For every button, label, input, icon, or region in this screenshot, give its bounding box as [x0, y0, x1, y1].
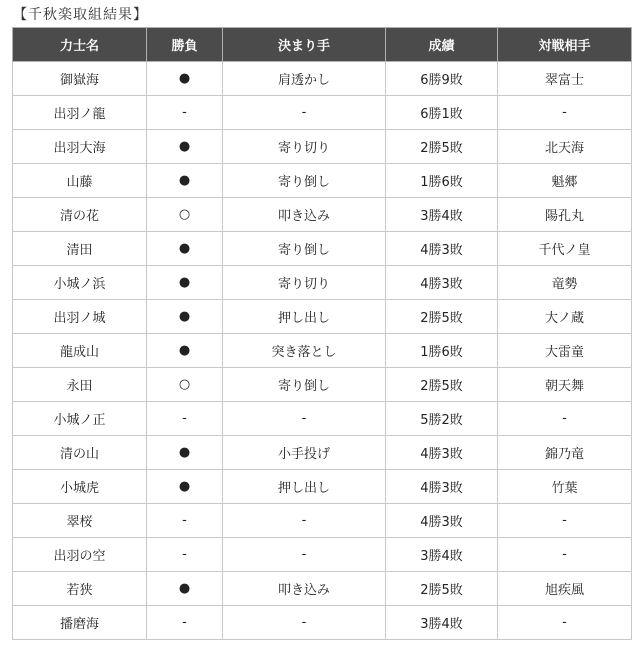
- table-row: [13, 164, 632, 198]
- cell-opponent: 竜勢: [498, 266, 632, 300]
- cell-record: 2勝5敗: [386, 130, 498, 164]
- table-row: [13, 232, 632, 266]
- cell-result: ●: [147, 436, 223, 470]
- cell-record: 4勝3敗: [386, 436, 498, 470]
- cell-name: 山藤: [13, 164, 147, 198]
- cell-result: ●: [147, 130, 223, 164]
- cell-kimarite: 寄り倒し: [223, 368, 386, 402]
- cell-record: 6勝1敗: [386, 96, 498, 130]
- cell-result: ●: [147, 572, 223, 606]
- cell-name: 清田: [13, 232, 147, 266]
- cell-kimarite: 小手投げ: [223, 436, 386, 470]
- cell-opponent: 翠富士: [498, 62, 632, 96]
- cell-record: 3勝4敗: [386, 198, 498, 232]
- table-row: [13, 300, 632, 334]
- cell-opponent: 魁郷: [498, 164, 632, 198]
- cell-opponent: 大雷童: [498, 334, 632, 368]
- cell-name: 清の山: [13, 436, 147, 470]
- cell-result: ●: [147, 470, 223, 504]
- results-table: [12, 27, 632, 640]
- table-row: [13, 198, 632, 232]
- cell-kimarite: -: [223, 606, 386, 640]
- cell-name: 小城ノ浜: [13, 266, 147, 300]
- cell-name: 出羽大海: [13, 130, 147, 164]
- cell-opponent: -: [498, 504, 632, 538]
- cell-opponent: 北天海: [498, 130, 632, 164]
- table-row: [13, 266, 632, 300]
- cell-opponent: 錦乃竜: [498, 436, 632, 470]
- cell-kimarite: 突き落とし: [223, 334, 386, 368]
- cell-kimarite: -: [223, 96, 386, 130]
- cell-name: 龍成山: [13, 334, 147, 368]
- table-row: [13, 62, 632, 96]
- header-name: 力士名: [13, 28, 147, 62]
- cell-kimarite: -: [223, 538, 386, 572]
- table-row: [13, 504, 632, 538]
- cell-record: 2勝5敗: [386, 368, 498, 402]
- cell-record: 2勝5敗: [386, 572, 498, 606]
- cell-opponent: -: [498, 606, 632, 640]
- cell-record: 3勝4敗: [386, 606, 498, 640]
- cell-kimarite: 寄り倒し: [223, 232, 386, 266]
- cell-result: ●: [147, 334, 223, 368]
- cell-name: 清の花: [13, 198, 147, 232]
- cell-result: ○: [147, 198, 223, 232]
- table-row: [13, 368, 632, 402]
- cell-opponent: 旭疾風: [498, 572, 632, 606]
- cell-kimarite: 寄り倒し: [223, 164, 386, 198]
- cell-opponent: 千代ノ皇: [498, 232, 632, 266]
- cell-name: 出羽の空: [13, 538, 147, 572]
- header-opponent: 対戦相手: [498, 28, 632, 62]
- cell-name: 出羽ノ龍: [13, 96, 147, 130]
- cell-name: 出羽ノ城: [13, 300, 147, 334]
- cell-result: ●: [147, 232, 223, 266]
- header-record: 成績: [386, 28, 498, 62]
- cell-result: ○: [147, 368, 223, 402]
- table-row: [13, 334, 632, 368]
- table-row: [13, 402, 632, 436]
- cell-name: 小城ノ正: [13, 402, 147, 436]
- cell-result: -: [147, 538, 223, 572]
- cell-opponent: 大ノ蔵: [498, 300, 632, 334]
- cell-record: 2勝5敗: [386, 300, 498, 334]
- cell-kimarite: 叩き込み: [223, 198, 386, 232]
- cell-result: ●: [147, 164, 223, 198]
- cell-name: 若狭: [13, 572, 147, 606]
- cell-kimarite: -: [223, 402, 386, 436]
- cell-opponent: -: [498, 538, 632, 572]
- header-result: 勝負: [147, 28, 223, 62]
- cell-opponent: -: [498, 96, 632, 130]
- cell-record: 5勝2敗: [386, 402, 498, 436]
- cell-kimarite: 肩透かし: [223, 62, 386, 96]
- cell-record: 4勝3敗: [386, 504, 498, 538]
- table-row: [13, 96, 632, 130]
- cell-opponent: 陽孔丸: [498, 198, 632, 232]
- cell-result: -: [147, 96, 223, 130]
- cell-record: 4勝3敗: [386, 266, 498, 300]
- cell-record: 1勝6敗: [386, 334, 498, 368]
- header-kimarite: 決まり手: [223, 28, 386, 62]
- cell-record: 6勝9敗: [386, 62, 498, 96]
- cell-opponent: 朝天舞: [498, 368, 632, 402]
- table-row: [13, 606, 632, 640]
- cell-opponent: -: [498, 402, 632, 436]
- table-caption: 【千秋楽取組結果】: [13, 7, 148, 23]
- cell-result: -: [147, 402, 223, 436]
- cell-name: 播磨海: [13, 606, 147, 640]
- cell-opponent: 竹葉: [498, 470, 632, 504]
- table-row: [13, 470, 632, 504]
- cell-record: 3勝4敗: [386, 538, 498, 572]
- header-row: [13, 28, 632, 62]
- cell-name: 小城虎: [13, 470, 147, 504]
- cell-result: ●: [147, 266, 223, 300]
- table-row: [13, 130, 632, 164]
- cell-result: -: [147, 504, 223, 538]
- table-row: [13, 436, 632, 470]
- cell-result: ●: [147, 62, 223, 96]
- cell-kimarite: 寄り切り: [223, 130, 386, 164]
- cell-record: 4勝3敗: [386, 232, 498, 266]
- cell-name: 翠桜: [13, 504, 147, 538]
- cell-result: ●: [147, 300, 223, 334]
- cell-name: 御嶽海: [13, 62, 147, 96]
- cell-kimarite: 押し出し: [223, 300, 386, 334]
- table-row: [13, 572, 632, 606]
- cell-record: 4勝3敗: [386, 470, 498, 504]
- cell-kimarite: -: [223, 504, 386, 538]
- cell-result: -: [147, 606, 223, 640]
- table-row: [13, 538, 632, 572]
- cell-name: 永田: [13, 368, 147, 402]
- cell-kimarite: 押し出し: [223, 470, 386, 504]
- results-body: [13, 62, 632, 640]
- cell-kimarite: 叩き込み: [223, 572, 386, 606]
- cell-kimarite: 寄り切り: [223, 266, 386, 300]
- cell-record: 1勝6敗: [386, 164, 498, 198]
